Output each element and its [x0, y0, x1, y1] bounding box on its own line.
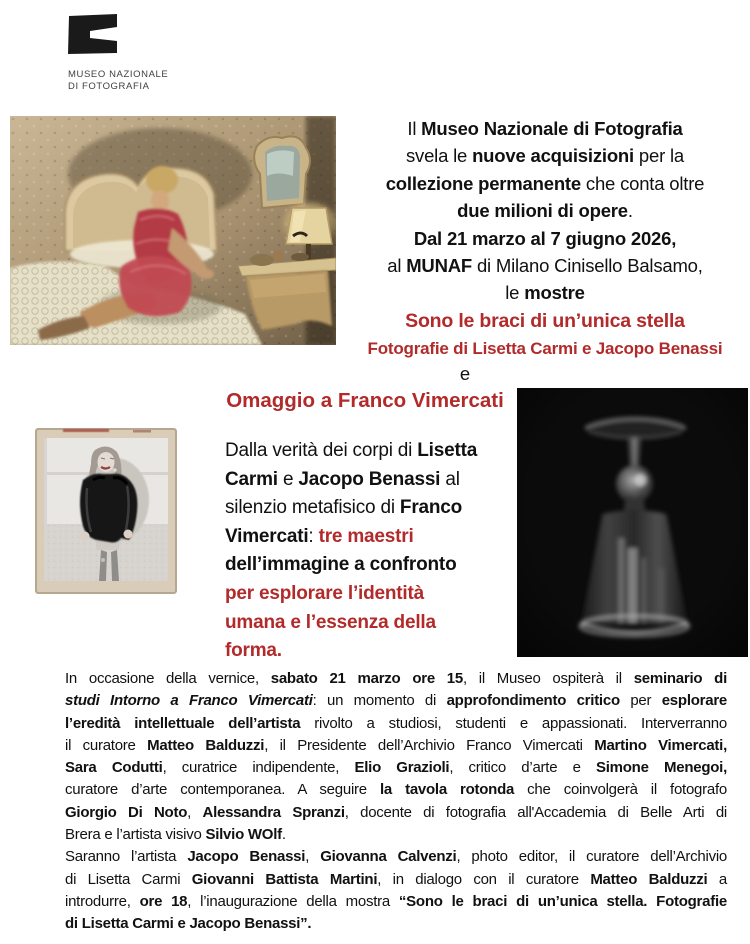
- text-line: [65, 757, 727, 779]
- museum-logo: [68, 14, 248, 92]
- text-line: [225, 523, 525, 552]
- text-run: seminario di: [633, 670, 728, 687]
- exhibition-description-text: [225, 437, 525, 666]
- text-run: MUNAF: [406, 255, 473, 277]
- text-run: Sono le braci di un’unica stella: [405, 309, 685, 332]
- text-run: Giovanni Battista Martini: [191, 870, 378, 888]
- text-run: rivolto a studiosi, studenti e appassionati. Interverranno: [300, 714, 727, 732]
- text-run: Silvio WOlf: [205, 826, 282, 844]
- text-run: il curatore: [65, 736, 148, 754]
- text-line: [348, 225, 742, 252]
- text-line: [225, 580, 525, 609]
- text-run: sabato 21 marzo ore 15: [270, 670, 463, 687]
- text-run: approfondimento critico: [446, 692, 620, 710]
- text-run: mostre: [524, 282, 585, 304]
- text-run: che coinvolgerà il fotografo: [514, 781, 727, 799]
- text-run: , docente di fotografia all'Accademia di Belle Arti di: [344, 803, 727, 821]
- text-line: [65, 779, 727, 801]
- museum-logo-text: [68, 69, 248, 92]
- text-run: Giorgio Di Noto: [65, 803, 188, 821]
- bedroom-scene-photo: [10, 116, 336, 345]
- text-line: [348, 115, 742, 142]
- text-run: , il Museo ospiterà il: [462, 670, 634, 687]
- text-run: di Lisetta Carmi: [65, 870, 192, 888]
- text-run: svela le: [405, 145, 473, 167]
- text-run: .: [281, 826, 286, 844]
- text-run: Matteo Balduzzi: [147, 736, 265, 754]
- text-run: Brera e l’artista visivo: [65, 826, 206, 844]
- text-line: [65, 735, 727, 757]
- text-run: due milioni di opere: [457, 200, 628, 222]
- text-run: , l’inaugurazione della mostra: [187, 892, 399, 910]
- text-line: [225, 466, 525, 495]
- text-run: l’eredità intellettuale dell’artista: [65, 714, 301, 732]
- text-run: Omaggio a Franco Vimercati: [226, 389, 504, 412]
- connector-e: e: [459, 363, 471, 384]
- text-run: ,: [187, 803, 203, 821]
- text-run: Simone Menegoi,: [596, 759, 727, 777]
- text-line: [65, 668, 727, 690]
- text-run: “Sono le braci di un’unica stella. Fotografie: [398, 892, 727, 910]
- text-run: per: [619, 692, 662, 710]
- text-line: [65, 869, 727, 891]
- text-line: [225, 437, 525, 466]
- text-run: umana e l’essenza della: [225, 611, 436, 633]
- text-run: di Lisetta Carmi e Jacopo Benassi”.: [65, 915, 312, 933]
- text-run: ,: [305, 848, 321, 866]
- text-run: nuove acquisizioni: [472, 145, 634, 167]
- text-run: studi Intorno a Franco Vimercati: [65, 692, 313, 710]
- text-run: In occasione della vernice,: [65, 670, 271, 687]
- text-run: , critico d’arte e: [449, 759, 596, 777]
- text-run: Franco: [399, 497, 463, 519]
- text-line: [225, 609, 525, 638]
- wall-mirror: [254, 136, 310, 208]
- text-run: di Milano Cinisello Balsamo,: [472, 255, 703, 277]
- text-run: a: [707, 870, 727, 888]
- logo-line1: MUSEO NAZIONALE: [68, 69, 169, 80]
- text-run: Vimercati: [225, 525, 309, 547]
- text-run: Il: [407, 118, 422, 139]
- text-run: Sara Codutti: [65, 759, 163, 777]
- text-run: Carmi: [225, 468, 278, 490]
- text-run: forma.: [225, 640, 282, 662]
- text-run: Dal 21 marzo al 7 giugno 2026,: [413, 227, 677, 249]
- text-line: [65, 846, 727, 868]
- text-run: per la: [633, 145, 684, 167]
- text-line: [348, 252, 742, 279]
- text-run: Giovanna Calvenzi: [320, 848, 457, 866]
- seminar-paragraph: [65, 668, 727, 936]
- text-run: , curatrice indipendente,: [162, 759, 355, 777]
- text-run: Saranno l’artista: [65, 848, 188, 866]
- text-line: [348, 279, 742, 306]
- text-run: al: [440, 468, 460, 490]
- text-run: che conta oltre: [580, 172, 705, 194]
- text-run: , in dialogo con il curatore: [377, 870, 591, 888]
- museum-logo-icon: [68, 14, 118, 54]
- text-run: introdurre,: [65, 892, 140, 910]
- text-run: esplorare: [661, 692, 728, 710]
- text-line: [65, 891, 727, 913]
- text-run: :: [308, 525, 319, 547]
- text-run: .: [627, 200, 633, 222]
- text-run: Elio Grazioli: [354, 759, 450, 777]
- text-run: Jacopo Benassi: [298, 468, 441, 490]
- text-run: silenzio metafisico di: [225, 497, 400, 519]
- text-run: per esplorare l’identità: [225, 582, 424, 604]
- text-run: Dalla verità dei corpi di: [225, 440, 418, 461]
- text-run: le: [505, 282, 525, 304]
- text-run: Matteo Balduzzi: [590, 870, 708, 888]
- text-run: , il Presidente dell’Archivio Franco Vimercati: [264, 736, 595, 754]
- text-run: collezione permanente: [385, 172, 581, 194]
- text-run: e: [277, 468, 299, 490]
- text-line: [65, 913, 727, 935]
- text-run: Alessandra Spranzi: [202, 803, 345, 821]
- text-run: la tavola rotonda: [379, 781, 515, 799]
- text-run: : un momento di: [312, 692, 447, 710]
- text-run: ore 18: [139, 892, 188, 910]
- text-run: , photo editor, il curatore dell’Archivio: [456, 848, 728, 866]
- text-line: [348, 307, 742, 335]
- text-line: [225, 637, 525, 666]
- text-line: [225, 551, 525, 580]
- text-run: Martino Vimercati,: [594, 736, 728, 754]
- text-run: Fotografie di Lisetta Carmi e Jacopo Benassi: [367, 338, 723, 358]
- text-line: [348, 170, 742, 197]
- text-line: [65, 690, 727, 712]
- text-line: [348, 197, 742, 224]
- text-run: Museo Nazionale di Fotografia: [421, 118, 683, 139]
- text-line: [225, 494, 525, 523]
- polaroid-portrait-photo: [35, 428, 177, 594]
- upside-down-glass-photo: [517, 388, 748, 657]
- text-line: [65, 713, 727, 735]
- text-run: tre maestri: [318, 525, 414, 547]
- text-line: [348, 142, 742, 169]
- announcement-text: [348, 115, 742, 362]
- text-line: [65, 824, 727, 846]
- text-line: [348, 335, 742, 362]
- text-run: curatore d’arte contemporanea. A seguire: [65, 781, 380, 799]
- text-run: dell’immagine a confronto: [225, 554, 457, 576]
- logo-line2: DI FOTOGRAFIA: [68, 80, 150, 92]
- text-run: Jacopo Benassi: [187, 848, 306, 866]
- text-run: Lisetta: [417, 440, 478, 461]
- text-run: al: [387, 255, 407, 277]
- text-line: [65, 802, 727, 824]
